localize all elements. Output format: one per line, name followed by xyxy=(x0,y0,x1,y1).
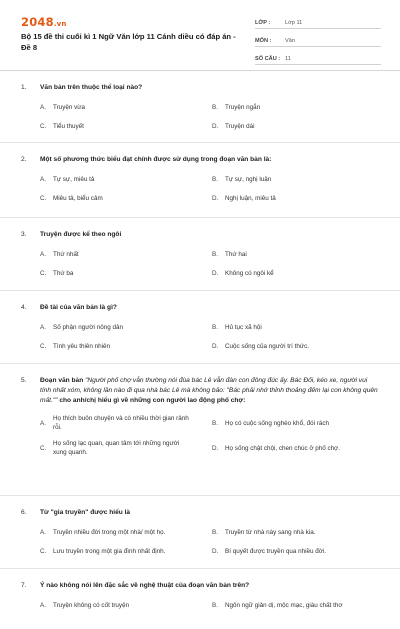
question-lead: Đoạn văn bản xyxy=(40,377,84,384)
option-b[interactable]: B. Hủ tục xã hội xyxy=(212,324,262,331)
question-text xyxy=(0,569,400,591)
exam-title: Bộ 15 đề thi cuối kì 1 Ngữ Văn lớp 11 Cánh diều có đáp án - Đề 8 xyxy=(21,32,236,52)
question-number: 4. xyxy=(21,304,27,311)
option-grid xyxy=(0,240,400,278)
option-d[interactable]: D. Họ sống chật chội, chen chúc ở phố chợ. xyxy=(212,444,341,452)
question-list xyxy=(0,71,400,629)
question-quote: "Người phố chợ vẫn thường nói đùa bác Lê vẫn đàn con đông đúc ấy. Bác Đối, kéo xe, người vui tính nhất xóm, không lần nào đi qua nhà bác Lê mà không bảo: "Bác phải nhớ thỉnh thoảng đếm lại con không quên mất."" xyxy=(40,377,378,404)
option-grid xyxy=(0,518,400,556)
meta-subject-value: Văn xyxy=(285,38,295,44)
question-1 xyxy=(0,71,400,143)
meta-class xyxy=(255,14,381,29)
exam-meta xyxy=(255,14,381,68)
option-c[interactable]: C. Tiểu thuyết xyxy=(40,123,84,130)
option-a[interactable]: A. Truyện vừa xyxy=(40,104,85,111)
meta-count-value: 11 xyxy=(285,56,291,62)
option-grid xyxy=(0,313,400,351)
page-header xyxy=(0,0,400,70)
option-b[interactable]: B. Thứ hai xyxy=(212,251,247,258)
option-d[interactable]: D. Cuộc sống của người trí thức. xyxy=(212,343,309,350)
question-text xyxy=(0,496,400,518)
meta-class-label: LỚP : xyxy=(255,20,271,26)
option-b[interactable]: B. Truyền từ nhà này sang nhà kia. xyxy=(212,529,316,536)
option-d[interactable]: D. Không có ngôi kể xyxy=(212,270,274,277)
question-text xyxy=(0,71,400,93)
meta-count-label: SỐ CÂU : xyxy=(255,56,281,62)
question-number: 5. xyxy=(21,377,27,384)
question-stem: Truyện được kể theo ngôi xyxy=(40,231,122,238)
option-a[interactable]: A. Truyện không có cốt truyện xyxy=(40,602,130,609)
question-stem: Một số phương thức biểu đạt chính được sử dụng trong đoạn văn bản là: xyxy=(40,156,272,163)
option-grid xyxy=(0,406,400,457)
question-number: 6. xyxy=(21,509,27,516)
meta-count xyxy=(255,50,381,65)
option-d[interactable]: D. Nghị luận, miêu tả xyxy=(212,195,276,202)
option-grid xyxy=(0,93,400,131)
option-grid xyxy=(0,591,400,610)
option-b[interactable]: B. Ngôn ngữ giản dị, mộc mạc, giàu chất thơ xyxy=(212,602,343,609)
meta-subject xyxy=(255,32,381,47)
option-d[interactable]: D. Truyện dài xyxy=(212,123,255,130)
option-b[interactable]: B. Họ có cuộc sống nghèo khổ, đói rách xyxy=(212,419,329,427)
question-stem: Ý nào không nói lên đặc sắc về nghệ thuật của đoạn văn bản trên? xyxy=(40,582,250,589)
question-4 xyxy=(0,291,400,364)
question-number: 7. xyxy=(21,582,27,589)
option-c[interactable]: C. Lưu truyền trong một gia đình nhất định. xyxy=(40,548,166,555)
question-number: 3. xyxy=(21,231,27,238)
question-3 xyxy=(0,218,400,291)
question-5 xyxy=(0,364,400,496)
question-stem: Đề tài của văn bản là gì? xyxy=(40,304,117,311)
option-d[interactable]: D. Bí quyết được truyền qua nhiều đời. xyxy=(212,548,327,555)
option-c[interactable]: C. Thứ ba xyxy=(40,270,74,277)
option-c[interactable]: C. Họ sống lạc quan, quan tâm tới những người xung quanh. xyxy=(40,440,180,456)
site-logo[interactable]: 2048.vn xyxy=(21,15,67,29)
option-b[interactable]: B. Truyện ngắn xyxy=(212,104,261,111)
option-grid xyxy=(0,165,400,203)
question-7 xyxy=(0,569,400,629)
option-a[interactable]: A. Tự sự, miêu tả xyxy=(40,176,95,183)
question-text xyxy=(0,291,400,313)
option-a[interactable]: A. Truyền nhiều đời trong một nhà/ một họ. xyxy=(40,529,166,536)
question-stem: Từ "gia truyền" được hiểu là xyxy=(40,509,131,516)
option-c[interactable]: C. Miêu tả, biểu cảm xyxy=(40,195,103,202)
question-2 xyxy=(0,143,400,218)
option-a[interactable]: A. Thứ nhất xyxy=(40,251,79,258)
question-stem: Văn bản trên thuộc thể loại nào? xyxy=(40,84,143,91)
meta-class-value: Lớp 11 xyxy=(285,20,303,26)
question-6 xyxy=(0,496,400,569)
option-a[interactable]: A. Họ thích buôn chuyện và có nhiều thời gian rảnh rỗi. xyxy=(40,415,189,431)
question-number: 1. xyxy=(21,84,27,91)
option-c[interactable]: C. Tình yêu thiên nhiên xyxy=(40,343,111,350)
question-tail: cho anh/chị hiểu gì về những con người lao động phố chợ: xyxy=(57,397,246,404)
option-b[interactable]: B. Tự sự, nghị luận xyxy=(212,176,272,183)
question-text xyxy=(0,143,400,165)
question-number: 2. xyxy=(21,156,27,163)
option-a[interactable]: A. Số phận người nông dân xyxy=(40,324,123,331)
question-text xyxy=(0,364,400,406)
question-text xyxy=(0,218,400,240)
meta-subject-label: MÔN : xyxy=(255,38,272,44)
